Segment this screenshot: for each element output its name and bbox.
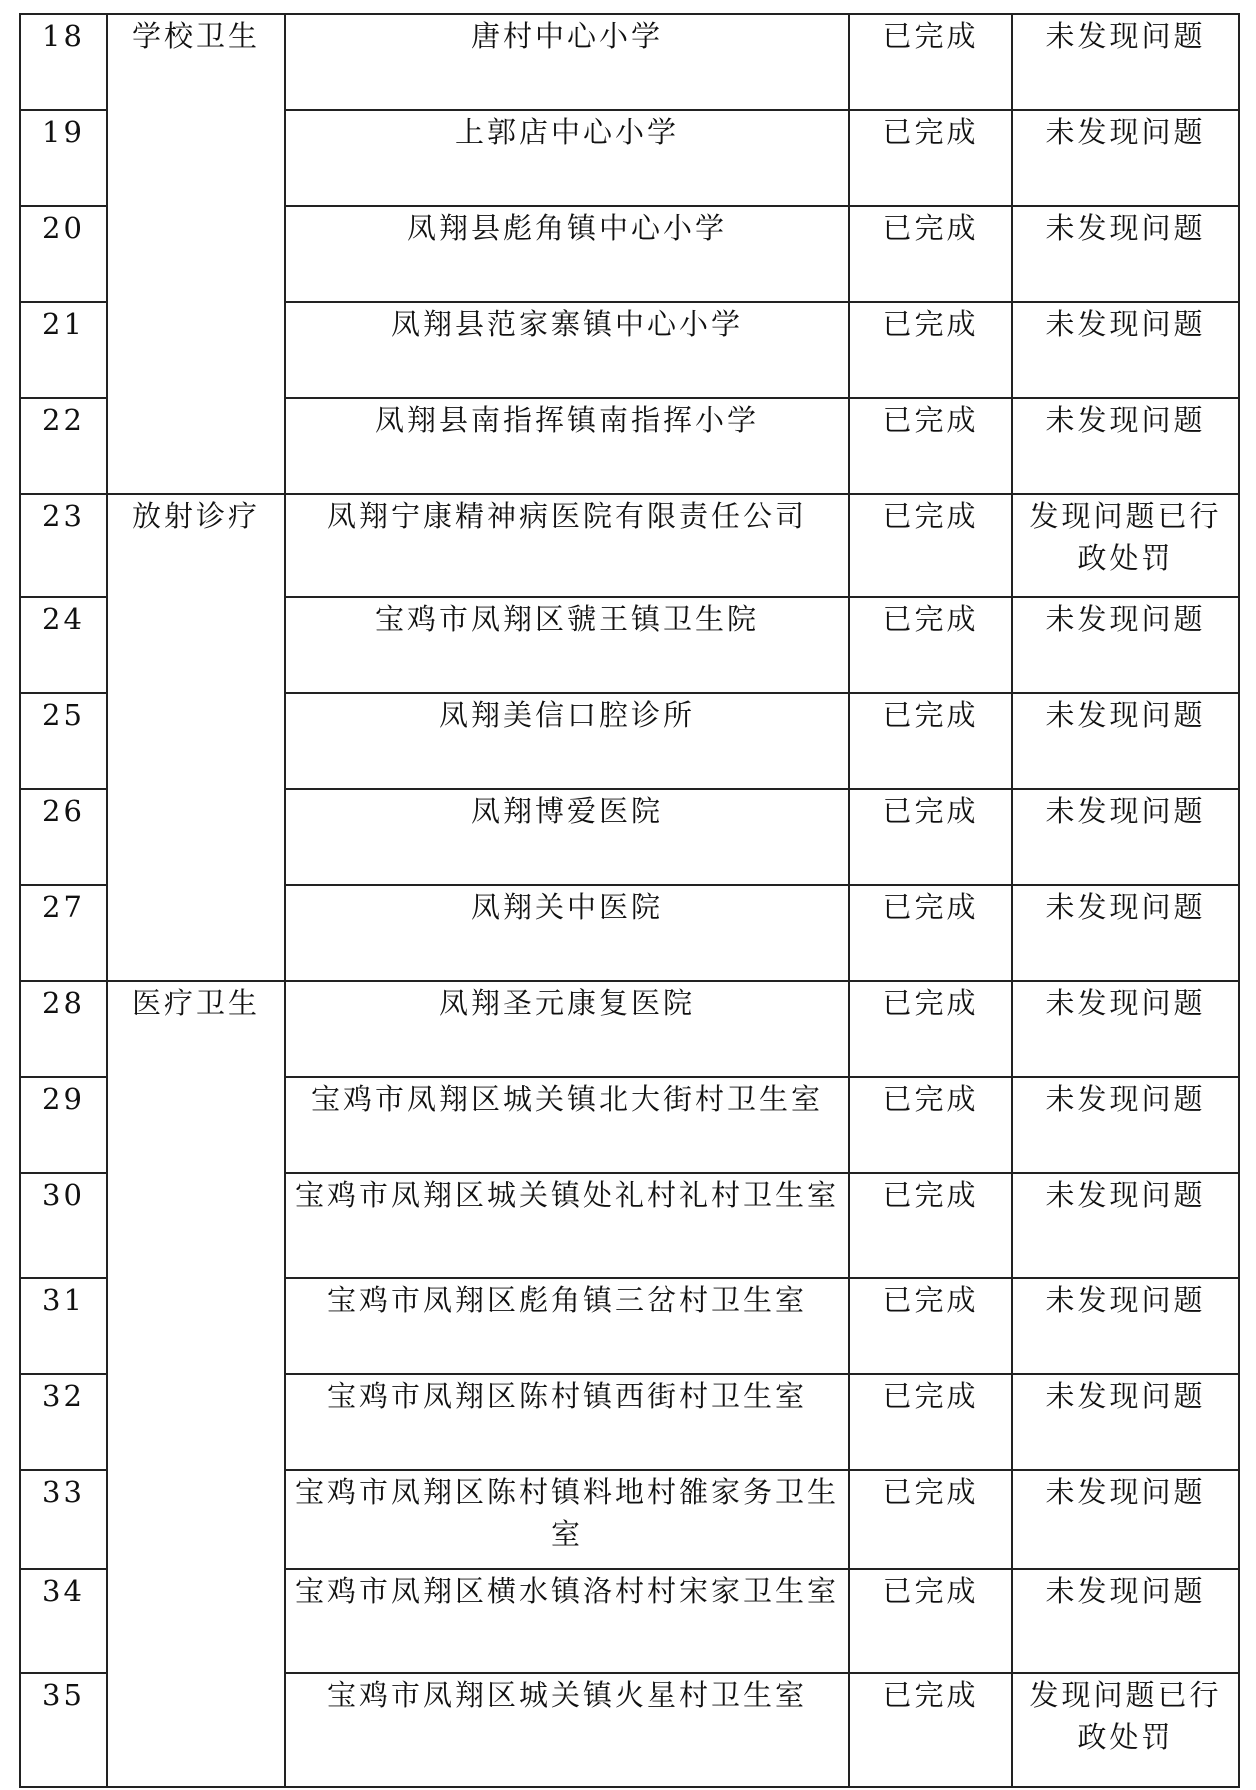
status-cell: 已完成: [849, 398, 1012, 494]
unit-name: 宝鸡市凤翔区城关镇北大街村卫生室: [285, 1077, 849, 1173]
unit-name: 宝鸡市凤翔区横水镇洛村村宋家卫生室: [285, 1569, 849, 1673]
row-number: 30: [20, 1173, 107, 1278]
result-cell: 未发现问题: [1012, 981, 1239, 1077]
row-number: 24: [20, 597, 107, 693]
status-cell: 已完成: [849, 494, 1012, 597]
status-cell: 已完成: [849, 885, 1012, 981]
row-number: 18: [20, 14, 107, 110]
unit-name: 凤翔美信口腔诊所: [285, 693, 849, 789]
status-cell: 已完成: [849, 14, 1012, 110]
status-cell: 已完成: [849, 302, 1012, 398]
row-number: 20: [20, 206, 107, 302]
unit-name: 凤翔关中医院: [285, 885, 849, 981]
row-number: 22: [20, 398, 107, 494]
unit-name: 凤翔宁康精神病医院有限责任公司: [285, 494, 849, 597]
unit-name: 上郭店中心小学: [285, 110, 849, 206]
row-number: 26: [20, 789, 107, 885]
result-cell: 发现问题已行政处罚: [1012, 494, 1239, 597]
unit-name: 凤翔县范家寨镇中心小学: [285, 302, 849, 398]
result-cell: 未发现问题: [1012, 885, 1239, 981]
row-number: 34: [20, 1569, 107, 1673]
row-number: 28: [20, 981, 107, 1077]
result-cell: 未发现问题: [1012, 14, 1239, 110]
result-cell: 未发现问题: [1012, 302, 1239, 398]
table-row: [20, 14, 1239, 110]
unit-name: 凤翔县彪角镇中心小学: [285, 206, 849, 302]
status-cell: 已完成: [849, 1077, 1012, 1173]
status-cell: 已完成: [849, 789, 1012, 885]
row-number: 35: [20, 1673, 107, 1787]
status-cell: 已完成: [849, 1173, 1012, 1278]
status-cell: 已完成: [849, 597, 1012, 693]
unit-name: 宝鸡市凤翔区城关镇火星村卫生室: [285, 1673, 849, 1787]
result-cell: 未发现问题: [1012, 1077, 1239, 1173]
row-number: 33: [20, 1470, 107, 1569]
result-cell: 未发现问题: [1012, 1569, 1239, 1673]
category-cell-school: 学校卫生: [107, 14, 285, 494]
row-number: 21: [20, 302, 107, 398]
unit-name: 宝鸡市凤翔区城关镇处礼村礼村卫生室: [285, 1173, 849, 1278]
status-cell: 已完成: [849, 206, 1012, 302]
unit-name: 凤翔博爱医院: [285, 789, 849, 885]
result-cell: 未发现问题: [1012, 1374, 1239, 1470]
status-cell: 已完成: [849, 693, 1012, 789]
status-cell: 已完成: [849, 1673, 1012, 1787]
unit-name: 宝鸡市凤翔区陈村镇料地村雒家务卫生室: [285, 1470, 849, 1569]
status-cell: 已完成: [849, 1470, 1012, 1569]
result-cell: 未发现问题: [1012, 1278, 1239, 1374]
row-number: 25: [20, 693, 107, 789]
status-cell: 已完成: [849, 110, 1012, 206]
category-cell-medical: 医疗卫生: [107, 981, 285, 1787]
unit-name: 宝鸡市凤翔区陈村镇西街村卫生室: [285, 1374, 849, 1470]
unit-name: 宝鸡市凤翔区彪角镇三岔村卫生室: [285, 1278, 849, 1374]
unit-name: 凤翔圣元康复医院: [285, 981, 849, 1077]
row-number: 29: [20, 1077, 107, 1173]
result-cell: 未发现问题: [1012, 789, 1239, 885]
row-number: 19: [20, 110, 107, 206]
status-cell: 已完成: [849, 1569, 1012, 1673]
result-cell: 未发现问题: [1012, 110, 1239, 206]
table-row: [20, 494, 1239, 597]
result-cell: 发现问题已行政处罚: [1012, 1673, 1239, 1787]
result-cell: 未发现问题: [1012, 1173, 1239, 1278]
result-cell: 未发现问题: [1012, 693, 1239, 789]
result-cell: 未发现问题: [1012, 1470, 1239, 1569]
row-number: 31: [20, 1278, 107, 1374]
row-number: 23: [20, 494, 107, 597]
result-cell: 未发现问题: [1012, 398, 1239, 494]
unit-name: 唐村中心小学: [285, 14, 849, 110]
status-cell: 已完成: [849, 1278, 1012, 1374]
result-cell: 未发现问题: [1012, 597, 1239, 693]
table-row: [20, 981, 1239, 1077]
row-number: 32: [20, 1374, 107, 1470]
unit-name: 凤翔县南指挥镇南指挥小学: [285, 398, 849, 494]
result-cell: 未发现问题: [1012, 206, 1239, 302]
status-cell: 已完成: [849, 981, 1012, 1077]
inspection-table: [19, 13, 1240, 1788]
status-cell: 已完成: [849, 1374, 1012, 1470]
row-number: 27: [20, 885, 107, 981]
unit-name: 宝鸡市凤翔区虢王镇卫生院: [285, 597, 849, 693]
category-cell-radiology: 放射诊疗: [107, 494, 285, 981]
